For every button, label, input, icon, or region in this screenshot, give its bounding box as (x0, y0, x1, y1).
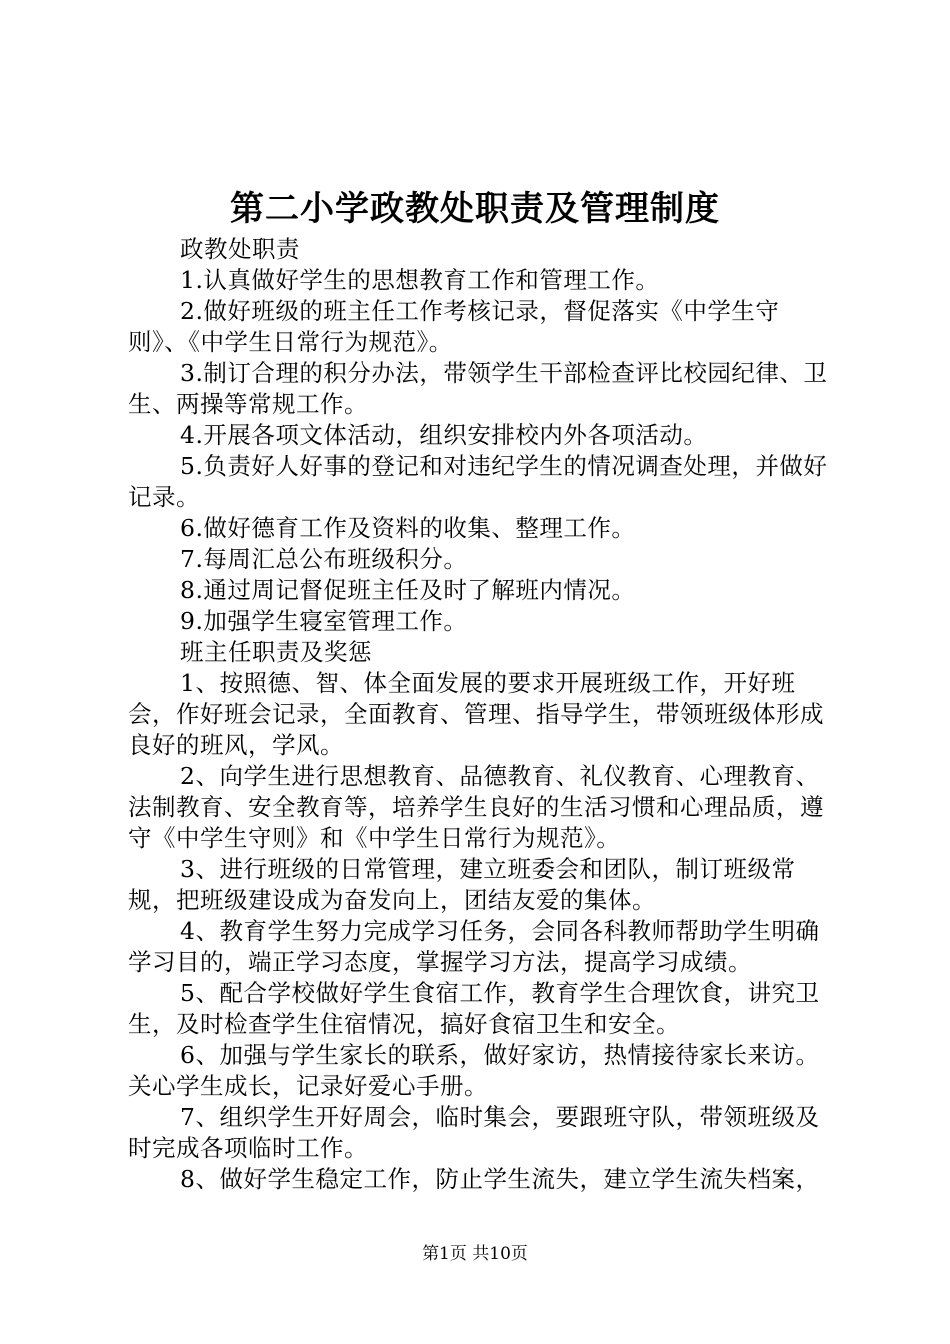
document-title: 第二小学政教处职责及管理制度 (230, 189, 720, 229)
paragraph: 班主任职责及奖惩 (180, 638, 372, 666)
paragraph: 3、进行班级的日常管理，建立班委会和团队，制订班级常规，把班级建设成为奋发向上，团结友爱的集体。 (128, 855, 796, 914)
paragraph: 5、配合学校做好学生食宿工作，教育学生合理饮食，讲究卫生，及时检查学生住宿情况，搞好食宿卫生和安全。 (128, 979, 820, 1038)
paragraph: 6.做好德育工作及资料的收集、整理工作。 (180, 514, 636, 542)
paragraph: 1、按照德、智、体全面发展的要求开展班级工作，开好班会，作好班会记录，全面教育、管理、指导学生，带领班级体形成良好的班风，学风。 (128, 669, 824, 759)
paragraph: 2、向学生进行思想教育、品德教育、礼仪教育、心理教育、法制教育、安全教育等，培养学生良好的生活习惯和心理品质，遵守《中学生守则》和《中学生日常行为规范》。 (128, 762, 824, 852)
paragraph: 7、组织学生开好周会，临时集会，要跟班守队，带领班级及时完成各项临时工作。 (128, 1103, 820, 1162)
paragraph: 2.做好班级的班主任工作考核记录，督促落实《中学生守则》、《中学生日常行为规范》。 (128, 297, 780, 356)
paragraph: 7.每周汇总公布班级积分。 (180, 545, 468, 573)
document-body (128, 234, 838, 1195)
paragraph: 8.通过周记督促班主任及时了解班内情况。 (180, 576, 636, 604)
paragraph: 8、做好学生稳定工作，防止学生流失，建立学生流失档案， (180, 1165, 820, 1193)
paragraph: 6、加强与学生家长的联系，做好家访，热情接待家长来访。关心学生成长，记录好爱心手册。 (128, 1041, 820, 1100)
paragraph: 4、教育学生努力完成学习任务，会同各科教师帮助学生明确学习目的，端正学习态度，掌握学习方法，提高学习成绩。 (128, 917, 820, 976)
paragraph: 政教处职责 (180, 235, 300, 263)
paragraph: 4.开展各项文体活动，组织安排校内外各项活动。 (180, 421, 708, 449)
paragraph: 9.加强学生寝室管理工作。 (180, 607, 468, 635)
paragraph: 3.制订合理的积分办法，带领学生干部检查评比校园纪律、卫生、两操等常规工作。 (128, 359, 828, 418)
page-number-footer: 第1页 共10页 (422, 1244, 528, 1264)
paragraph: 1.认真做好学生的思想教育工作和管理工作。 (180, 266, 660, 294)
paragraph: 5.负责好人好事的登记和对违纪学生的情况调查处理，并做好记录。 (128, 452, 828, 511)
